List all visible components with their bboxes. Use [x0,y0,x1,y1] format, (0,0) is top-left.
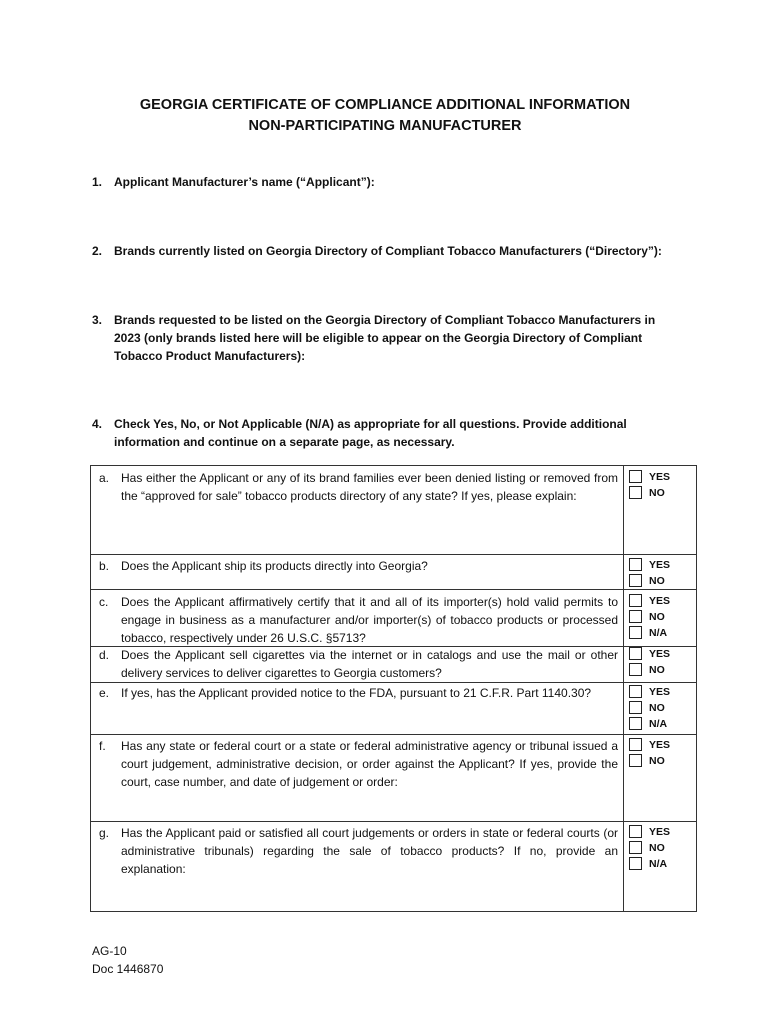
row-question: Does the Applicant affirmatively certify that it and all of its importer(s) hold valid permits to engage in business as a manufacturer and/or importer(s) of tobacco products or processed tobacco, respectively under 26 U.S.C. §5713? [121,595,618,645]
form-code: AG-10 [92,944,127,958]
checkbox[interactable] [629,663,642,676]
option-label: N/A [649,858,668,870]
checkbox[interactable] [629,738,642,751]
question-1 [92,173,667,191]
option-label: NO [649,611,665,623]
title-line-1: GEORGIA CERTIFICATE OF COMPLIANCE ADDITIONAL INFORMATION [139,97,631,113]
checkbox[interactable] [629,841,642,854]
option-label: NO [649,664,665,676]
questions-table [90,465,697,912]
question-text: Brands currently listed on Georgia Directory of Compliant Tobacco Manufacturers (“Directory”): [114,244,662,258]
option-no[interactable] [629,609,670,625]
column-divider [623,466,624,911]
checkbox[interactable] [629,825,642,838]
row-letter: b. [99,559,110,573]
checkbox[interactable] [629,685,642,698]
checkbox[interactable] [629,558,642,571]
checkbox[interactable] [629,647,642,660]
checkbox[interactable] [629,701,642,714]
option-label: YES [649,739,671,751]
option-label: YES [649,826,671,838]
row-divider [91,682,696,683]
answer-options [629,824,670,872]
option-yes[interactable] [629,824,670,840]
option-na[interactable] [629,716,670,732]
question-3 [92,311,667,365]
checkbox[interactable] [629,470,642,483]
row-letter: f. [99,739,106,753]
option-yes[interactable] [629,593,670,609]
option-na[interactable] [629,625,670,641]
row-question: Has any state or federal court or a state or federal administrative agency or tribunal issued a court judgement, administrative decision, or order against the Applicant? If yes, provide the court, case number, and date of judgement or order: [121,739,618,789]
document-title [0,95,770,137]
answer-options [629,646,670,678]
option-no[interactable] [629,840,670,856]
option-label: NO [649,487,665,499]
option-yes[interactable] [629,737,670,753]
row-divider [91,554,696,555]
question-2 [92,242,667,260]
row-letter: a. [99,471,110,485]
option-label: YES [649,471,671,483]
question-text: Check Yes, No, or Not Applicable (N/A) as appropriate for all questions. Provide additional information and continue on a separate page, as necessary. [114,417,627,449]
row-question: Has either the Applicant or any of its brand families ever been denied listing or removed from the “approved for sale” tobacco products directory of any state? If yes, please explain: [121,471,618,503]
checkbox[interactable] [629,626,642,639]
answer-options [629,557,670,589]
row-question: Has the Applicant paid or satisfied all court judgements or orders in state or federal courts (or administrative tribunals) regarding the sale of tobacco products? If no, provide an explanation: [121,826,618,876]
question-text: Applicant Manufacturer’s name (“Applicant”): [114,175,375,189]
row-question: Does the Applicant ship its products directly into Georgia? [121,559,428,573]
doc-number: Doc 1446870 [92,962,164,976]
question-text: Brands requested to be listed on the Georgia Directory of Compliant Tobacco Manufacturers in 2023 (only brands listed here will be eligible to appear on the Georgia Directory of Compliant Tobacco Product Manufacturers): [114,313,656,363]
question-number: 1. [92,175,103,189]
question-number: 2. [92,244,103,258]
checkbox[interactable] [629,574,642,587]
option-label: N/A [649,718,668,730]
option-label: YES [649,686,671,698]
checkbox[interactable] [629,594,642,607]
option-no[interactable] [629,485,670,501]
option-yes[interactable] [629,646,670,662]
option-yes[interactable] [629,557,670,573]
row-letter: e. [99,686,110,700]
option-label: NO [649,702,665,714]
option-na[interactable] [629,856,670,872]
footer [92,942,163,978]
option-no[interactable] [629,573,670,589]
answer-options [629,469,670,501]
checkbox[interactable] [629,486,642,499]
title-line-2: NON-PARTICIPATING MANUFACTURER [248,118,522,134]
answer-options [629,737,670,769]
option-label: YES [649,595,671,607]
option-label: YES [649,648,671,660]
question-number: 3. [92,313,103,327]
row-letter: d. [99,648,110,662]
checkbox[interactable] [629,754,642,767]
row-divider [91,821,696,822]
option-yes[interactable] [629,469,670,485]
option-label: N/A [649,627,668,639]
answer-options [629,684,670,732]
row-divider [91,589,696,590]
option-no[interactable] [629,662,670,678]
question-4 [92,415,667,451]
answer-options [629,593,670,641]
option-no[interactable] [629,700,670,716]
checkbox[interactable] [629,857,642,870]
row-letter: g. [99,826,110,840]
checkbox[interactable] [629,717,642,730]
row-question: Does the Applicant sell cigarettes via the internet or in catalogs and use the mail or other delivery services to deliver cigarettes to Georgia customers? [121,648,618,680]
option-yes[interactable] [629,684,670,700]
row-question: If yes, has the Applicant provided notice to the FDA, pursuant to 21 C.F.R. Part 1140.30? [121,686,592,700]
option-label: NO [649,842,665,854]
option-label: NO [649,755,665,767]
row-letter: c. [99,595,109,609]
checkbox[interactable] [629,610,642,623]
option-label: YES [649,559,671,571]
option-no[interactable] [629,753,670,769]
question-number: 4. [92,417,103,431]
row-divider [91,734,696,735]
option-label: NO [649,575,665,587]
